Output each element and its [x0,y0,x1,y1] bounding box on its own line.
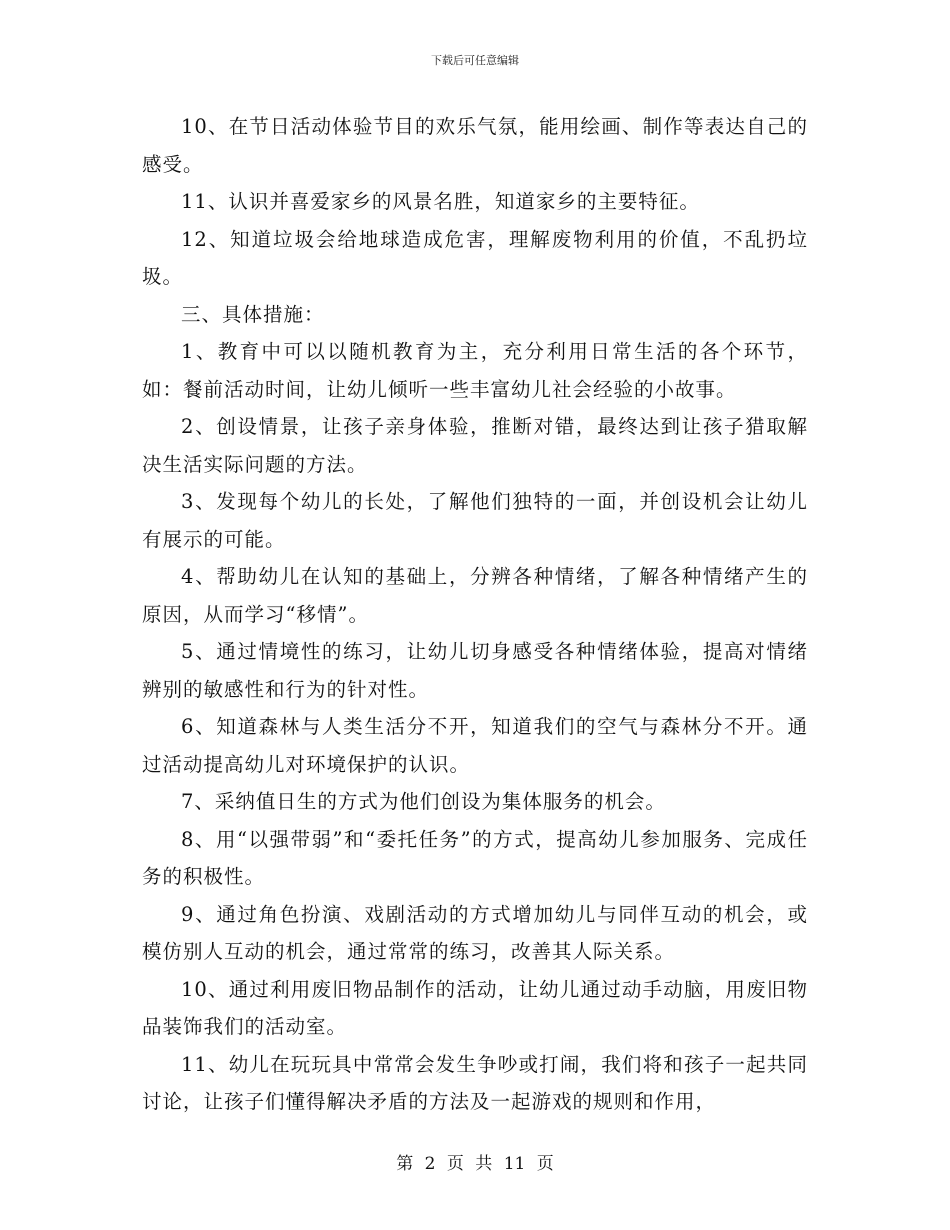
section-heading-measures: 三、具体措施： [181,302,325,326]
paragraph-measure-9: 9、通过角色扮演、戏剧活动的方式增加幼儿与同伴互动的机会，或模仿别人互动的机会，通过常常的练习，改善其人际关系。 [142,902,808,963]
page-number-footer: 第 2 页 共 11 页 [396,1154,554,1174]
paragraph-goal-11: 11、认识并喜爱家乡的风景名胜，知道家乡的主要特征。 [181,190,700,213]
paragraph-measure-2: 2、创设情景，让孩子亲身体验，推断对错，最终达到让孩子猎取解决生活实际问题的方法。 [142,415,808,476]
paragraph-measure-5: 5、通过情境性的练习，让幼儿切身感受各种情绪体验，提高对情绪辨别的敏感性和行为的针对性。 [142,640,808,701]
paragraph-measure-6: 6、知道森林与人类生活分不开，知道我们的空气与森林分不开。通过活动提高幼儿对环境保护的认识。 [142,715,808,776]
paragraph-measure-3: 3、发现每个幼儿的长处，了解他们独特的一面，并创设机会让幼儿有展示的可能。 [142,490,808,551]
paragraph-measure-7: 7、采纳值日生的方式为他们创设为集体服务的机会。 [181,790,666,813]
paragraph-goal-12: 12、知道垃圾会给地球造成危害，理解废物利用的价值，不乱扔垃圾。 [142,227,808,288]
paragraph-goal-10: 10、在节日活动体验节目的欢乐气氛，能用绘画、制作等表达自己的感受。 [142,115,808,176]
paragraph-measure-4: 4、帮助幼儿在认知的基础上，分辨各种情绪，了解各种情绪产生的原因，从而学习“移情”。 [142,565,808,626]
document-body [142,108,808,1121]
paragraph-measure-11: 11、幼儿在玩玩具中常常会发生争吵或打闹，我们将和孩子一起共同讨论，让孩子们懂得解决矛盾的方法及一起游戏的规则和作用， [142,1052,808,1113]
paragraph-measure-8: 8、用“以强带弱”和“委托任务”的方式，提高幼儿参加服务、完成任务的积极性。 [142,827,808,888]
page-header: 下载后可任意编辑 [431,54,519,67]
paragraph-measure-1: 1、教育中可以以随机教育为主，充分利用日常生活的各个环节，如：餐前活动时间，让幼儿倾听一些丰富幼儿社会经验的小故事。 [142,340,808,401]
paragraph-measure-10: 10、通过利用废旧物品制作的活动，让幼儿通过动手动脑，用废旧物品装饰我们的活动室。 [142,977,808,1038]
